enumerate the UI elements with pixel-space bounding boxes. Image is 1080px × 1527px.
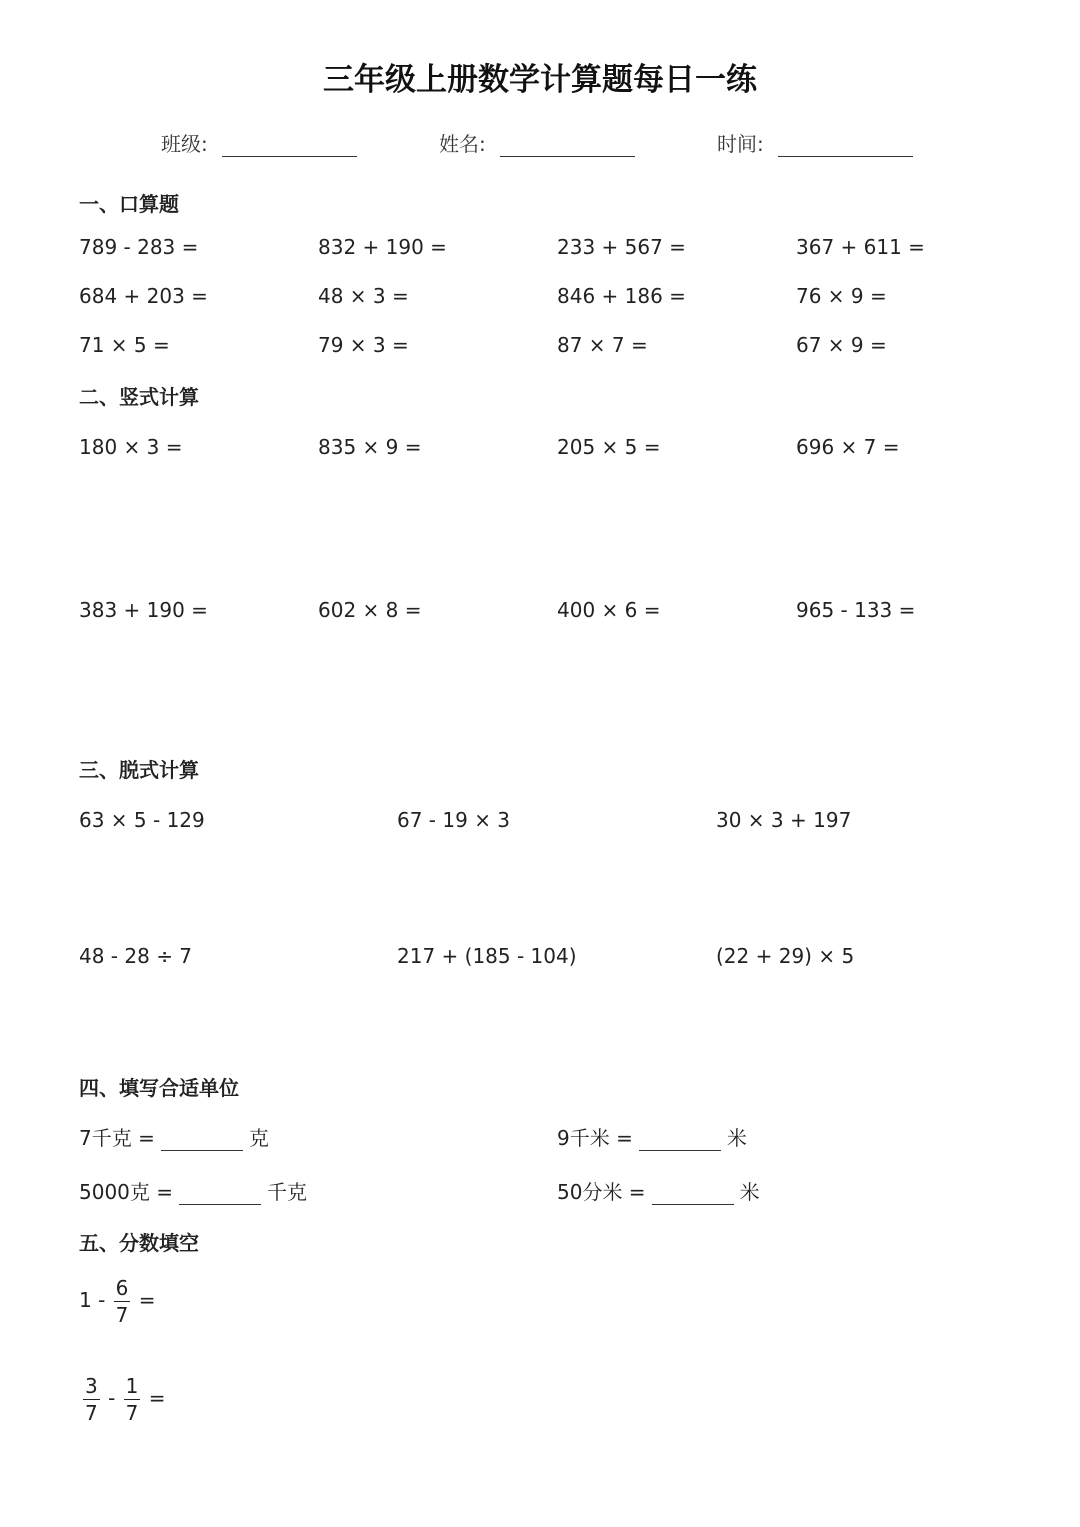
class-blank[interactable] (222, 130, 357, 157)
numerator: 1 (125, 1374, 139, 1398)
denominator: 7 (115, 1303, 129, 1327)
stepwise-problem: (22 + 29) × 5 (716, 944, 855, 968)
fraction-problem (81, 1376, 166, 1423)
vertical-problem: 602 × 8 = (318, 598, 422, 622)
section-stepwise-heading: 三、脱式计算 (79, 758, 199, 782)
vertical-problem: 696 × 7 = (796, 435, 900, 459)
oral-problem: 76 × 9 = (796, 284, 887, 308)
numerator: 3 (85, 1374, 98, 1398)
stepwise-problem: 48 - 28 ÷ 7 (79, 944, 193, 968)
unit-blank[interactable] (652, 1182, 734, 1205)
unit-left: 9千米 = (557, 1126, 633, 1150)
fraction (124, 1376, 141, 1423)
unit-left: 50分米 = (557, 1180, 646, 1204)
minus-sign: - (108, 1386, 116, 1410)
unit-problem (79, 1122, 269, 1151)
oral-problem: 48 × 3 = (318, 284, 409, 308)
unit-problem (557, 1122, 747, 1151)
section-vertical-heading: 二、竖式计算 (79, 385, 199, 409)
unit-right: 米 (739, 1180, 760, 1204)
fraction-lead: 1 - (79, 1288, 106, 1312)
oral-problem: 71 × 5 = (79, 333, 170, 357)
fraction-problem (79, 1278, 156, 1325)
class-field (161, 128, 357, 157)
oral-problem: 87 × 7 = (557, 333, 648, 357)
fraction (114, 1278, 131, 1325)
unit-problem (79, 1176, 307, 1205)
denominator: 7 (85, 1401, 98, 1425)
unit-left: 7千克 = (79, 1126, 155, 1150)
unit-right: 米 (726, 1126, 747, 1150)
stepwise-problem: 63 × 5 - 129 (79, 808, 205, 832)
vertical-problem: 205 × 5 = (557, 435, 661, 459)
vertical-problem: 835 × 9 = (318, 435, 422, 459)
stepwise-problem: 217 + (185 - 104) (397, 944, 577, 968)
vertical-problem: 965 - 133 = (796, 598, 916, 622)
vertical-problem: 383 + 190 = (79, 598, 208, 622)
unit-left: 5000克 = (79, 1180, 174, 1204)
unit-blank[interactable] (639, 1128, 721, 1151)
unit-blank[interactable] (179, 1182, 261, 1205)
name-label: 姓名: (439, 132, 486, 156)
time-field (717, 128, 913, 157)
name-field (439, 128, 635, 157)
oral-problem: 367 + 611 = (796, 235, 925, 259)
time-label: 时间: (717, 132, 764, 156)
vertical-problem: 180 × 3 = (79, 435, 183, 459)
page-title: 三年级上册数学计算题每日一练 (323, 62, 757, 98)
oral-problem: 67 × 9 = (796, 333, 887, 357)
vertical-problem: 400 × 6 = (557, 598, 661, 622)
unit-right: 千克 (267, 1180, 308, 1204)
unit-blank[interactable] (161, 1128, 243, 1151)
equals-sign: = (138, 1288, 156, 1312)
numerator: 6 (115, 1276, 129, 1300)
section-oral-heading: 一、口算题 (79, 192, 179, 216)
oral-problem: 233 + 567 = (557, 235, 686, 259)
equals-sign: = (148, 1386, 166, 1410)
oral-problem: 684 + 203 = (79, 284, 208, 308)
oral-problem: 846 + 186 = (557, 284, 686, 308)
class-label: 班级: (161, 132, 208, 156)
section-units-heading: 四、填写合适单位 (79, 1076, 239, 1100)
oral-problem: 832 + 190 = (318, 235, 447, 259)
denominator: 7 (125, 1401, 139, 1425)
unit-problem (557, 1176, 760, 1205)
time-blank[interactable] (778, 130, 913, 157)
name-blank[interactable] (500, 130, 635, 157)
oral-problem: 79 × 3 = (318, 333, 409, 357)
unit-right: 克 (248, 1126, 269, 1150)
stepwise-problem: 67 - 19 × 3 (397, 808, 511, 832)
fraction (83, 1376, 100, 1423)
stepwise-problem: 30 × 3 + 197 (716, 808, 852, 832)
section-fractions-heading: 五、分数填空 (79, 1231, 199, 1255)
oral-problem: 789 - 283 = (79, 235, 199, 259)
